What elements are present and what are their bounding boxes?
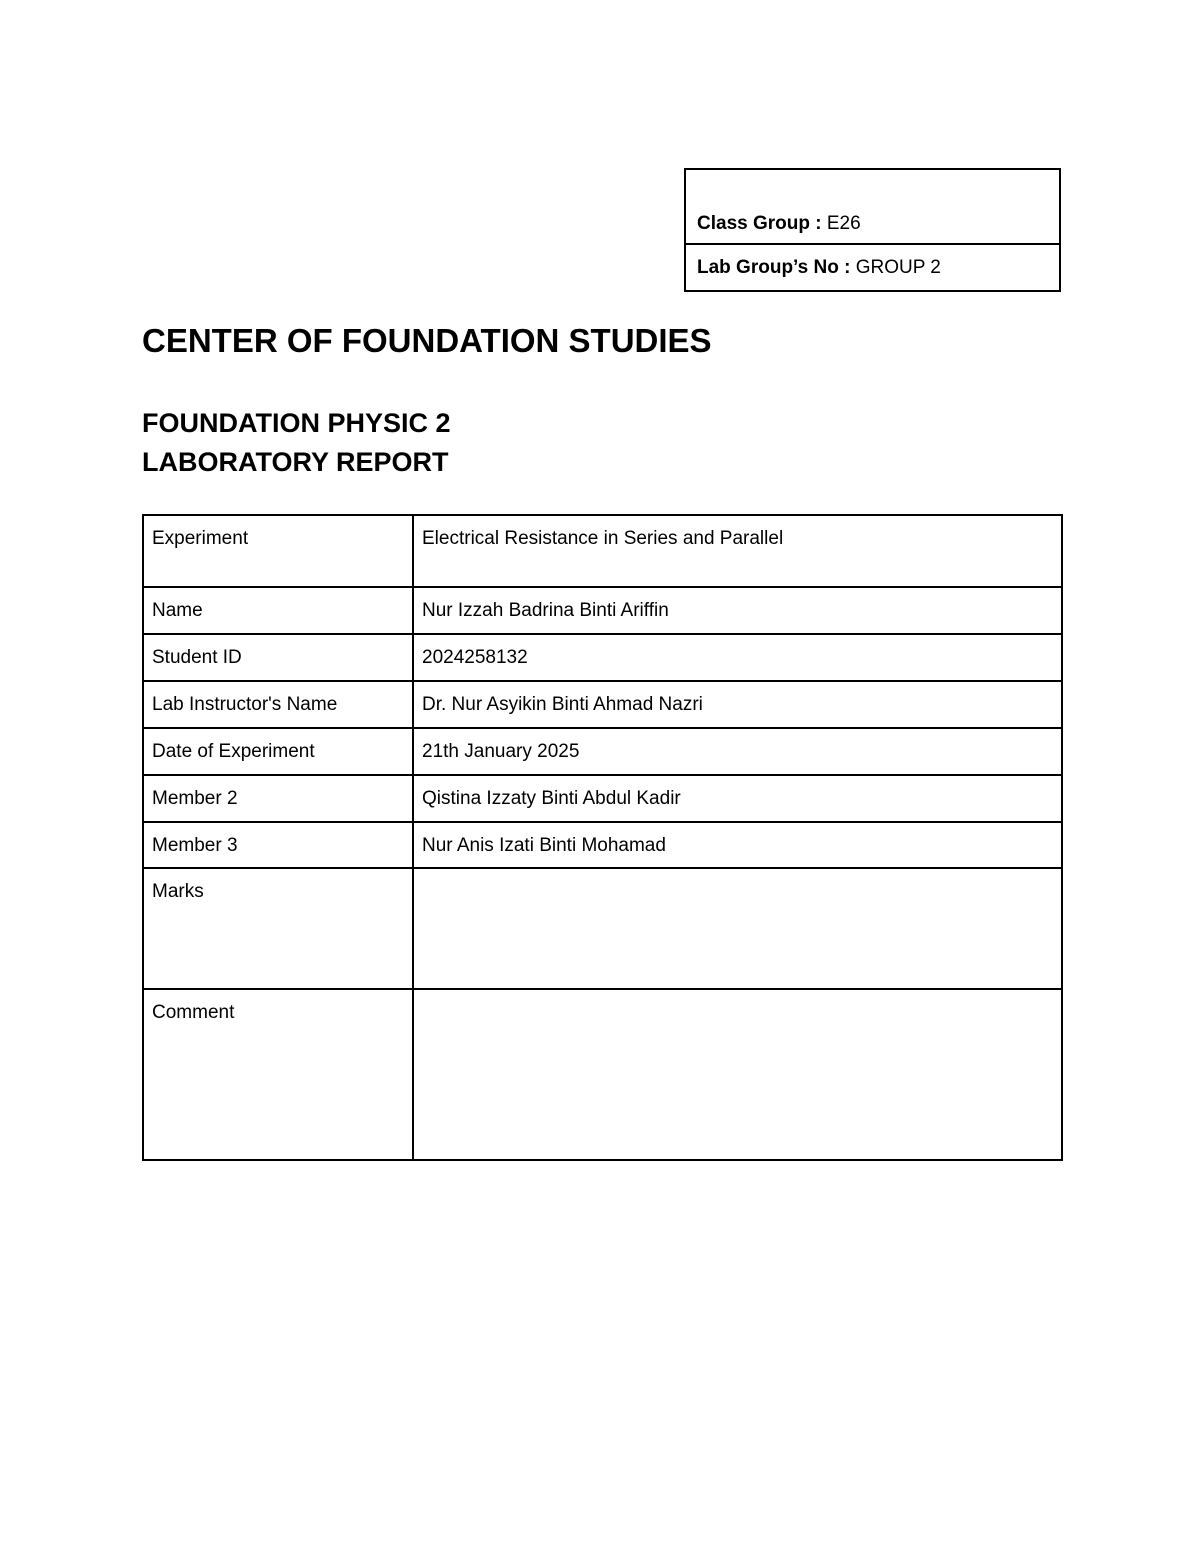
member-3-value: Nur Anis Izati Binti Mohamad bbox=[413, 822, 1062, 868]
report-title: LABORATORY REPORT bbox=[142, 447, 449, 477]
table-row-instructor bbox=[143, 681, 1062, 728]
table-row-experiment bbox=[143, 515, 1062, 587]
lab-group-row bbox=[686, 245, 1059, 290]
date-value: 21th January 2025 bbox=[413, 728, 1062, 775]
report-info-table bbox=[142, 514, 1063, 1161]
table-row-marks bbox=[143, 868, 1062, 989]
lab-group-label: Lab Group’s No : bbox=[697, 256, 856, 278]
name-label: Name bbox=[143, 587, 413, 634]
member-3-label: Member 3 bbox=[143, 822, 413, 868]
table-row-student-id bbox=[143, 634, 1062, 681]
table-row-member-3 bbox=[143, 822, 1062, 868]
comment-value bbox=[413, 989, 1062, 1160]
student-id-value: 2024258132 bbox=[413, 634, 1062, 681]
table-row-member-2 bbox=[143, 775, 1062, 822]
instructor-value: Dr. Nur Asyikin Binti Ahmad Nazri bbox=[413, 681, 1062, 728]
instructor-label: Lab Instructor's Name bbox=[143, 681, 413, 728]
member-2-value: Qistina Izzaty Binti Abdul Kadir bbox=[413, 775, 1062, 822]
name-value: Nur Izzah Badrina Binti Ariffin bbox=[413, 587, 1062, 634]
table-row-comment bbox=[143, 989, 1062, 1160]
marks-label: Marks bbox=[143, 868, 413, 989]
class-group-label: Class Group : bbox=[697, 213, 827, 234]
member-2-label: Member 2 bbox=[143, 775, 413, 822]
course-title: FOUNDATION PHYSIC 2 bbox=[142, 408, 451, 438]
class-group-row bbox=[686, 170, 1059, 245]
lab-group-value: GROUP 2 bbox=[855, 256, 941, 278]
experiment-label: Experiment bbox=[143, 515, 413, 587]
student-id-label: Student ID bbox=[143, 634, 413, 681]
marks-value bbox=[413, 868, 1062, 989]
experiment-value: Electrical Resistance in Series and Parallel bbox=[413, 515, 1062, 587]
table-row-name bbox=[143, 587, 1062, 634]
class-group-value: E26 bbox=[826, 213, 861, 234]
table-row-date bbox=[143, 728, 1062, 775]
comment-label: Comment bbox=[143, 989, 413, 1160]
group-info-box bbox=[684, 168, 1061, 292]
date-label: Date of Experiment bbox=[143, 728, 413, 775]
center-title: CENTER OF FOUNDATION STUDIES bbox=[142, 322, 712, 359]
